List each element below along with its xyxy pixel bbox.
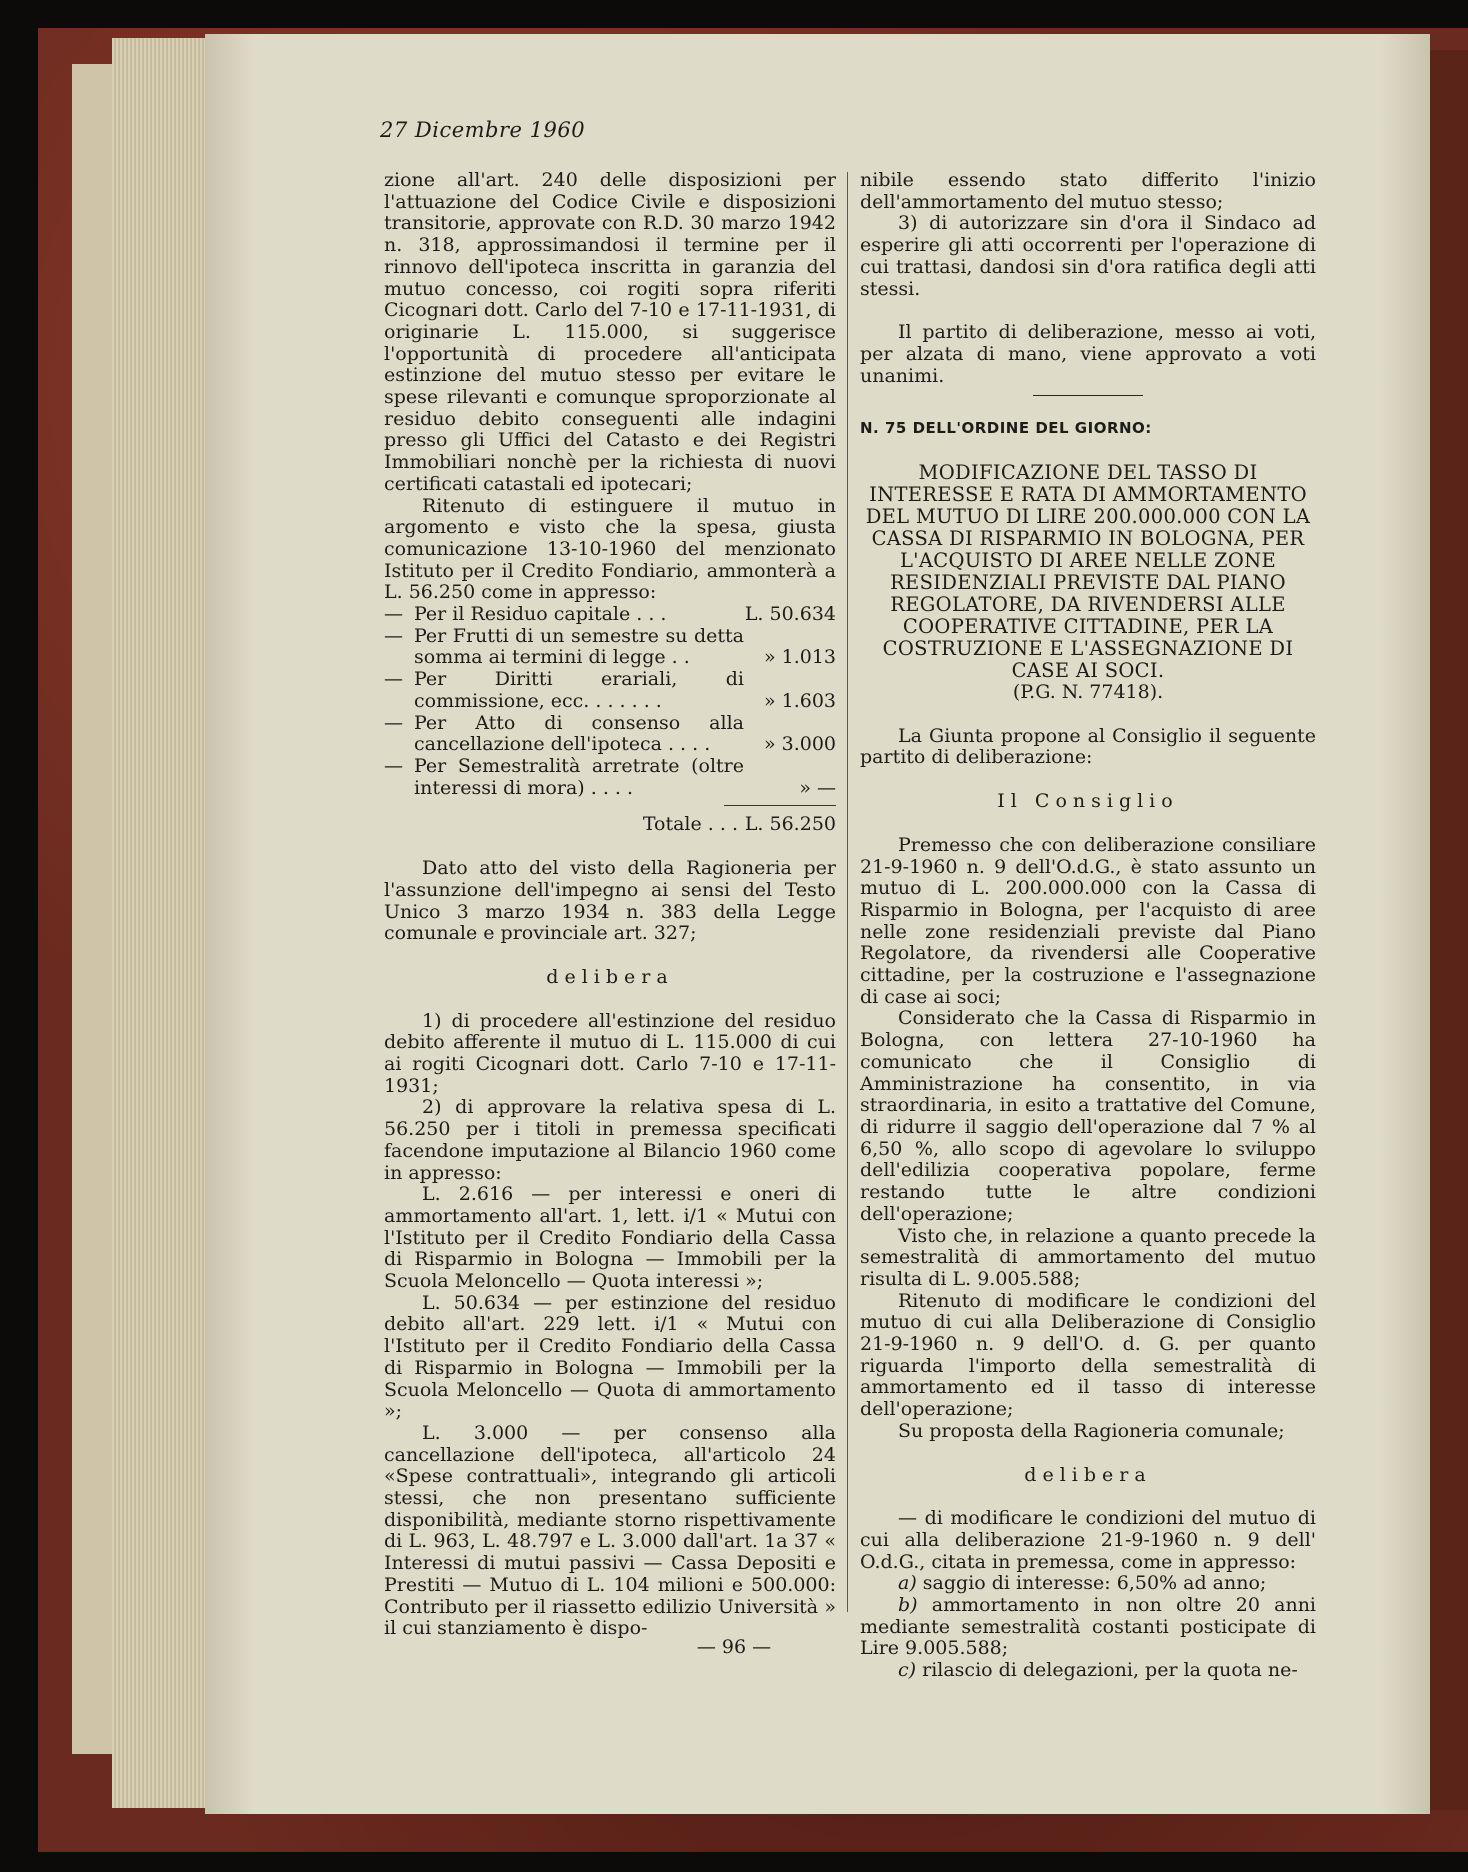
column-divider <box>847 172 848 1612</box>
total-row <box>384 814 836 836</box>
expense-item <box>384 669 836 712</box>
paragraph: La Giunta propone al Consiglio il seguente partito di deliberazione: <box>860 724 1316 769</box>
expense-label: Per Semestralità arretrate (oltre interessi di mora) . . . . <box>414 754 744 799</box>
paragraph: Dato atto del visto della Ragioneria per l'assunzione dell'impegno ai sensi del Testo Unico 3 marzo 1934 n. 383 della Legge comunale e provinciale art. 327; <box>384 857 836 945</box>
paragraph: Il partito di deliberazione, messo ai voti, per alzata di mano, viene approvato a voti unanimi. <box>860 321 1316 387</box>
paragraph: L. 3.000 — per consenso alla cancellazione dell'ipoteca, all'articolo 24 «Spese contrattuali», integrando gli articoli stessi, che non presentano sufficiente disponibilità, mediante storno rispettivamente di L. 963, L. 48.797 e L. 3.000 dall'art. 1a 37 « Interessi di mutui passivi — Cassa Depositi e Prestiti — Mutuo di L. 104 milioni e 500.000: Contributo per il riassetto edilizio Università » il cui stanziamento è dispo- <box>384 1421 836 1640</box>
dash: — <box>384 668 403 691</box>
paragraph: Premesso che con deliberazione consiliare 21-9-1960 n. 9 dell'O.d.G., è stato assunto un mutuo di L. 200.000.000 con la Cassa di Risparmio in Bologna, per l'acquisto di aree nelle zone residenziali previste dal Piano Regolatore, da rivendersi alle Cooperative cittadine, per la costruzione e l'assegnazione di case ai soci; <box>860 833 1316 1008</box>
agenda-item-heading: N. 75 DELL'ORDINE DEL GIORNO: <box>860 419 1152 438</box>
page-number: — 96 — <box>696 1636 772 1658</box>
right-column <box>860 170 1316 1682</box>
expense-item <box>384 756 836 799</box>
paragraph: — di modificare le condizioni del mutuo di cui alla deliberazione 21-9-1960 n. 9 dell' O.d.G., citata in premessa, come in appresso: <box>860 1507 1316 1573</box>
page-header-date: 27 Dicembre 1960 <box>380 118 586 142</box>
paragraph: L. 50.634 — per estinzione del residuo debito all'art. 229 lett. i/1 « Mutui con l'Istituto per il Credito Fondiario della Cassa di Risparmio in Bologna — Immobili per la Scuola Meloncello — Quota di ammortamento »; <box>384 1291 836 1423</box>
dash: — <box>384 624 403 647</box>
section-rule <box>1033 395 1143 396</box>
expense-label: Per Frutti di un semestre su detta somma ai termini di legge . . <box>414 624 744 669</box>
list-item-c <box>860 1660 1316 1682</box>
list-text: saggio di interesse: 6,50% ad anno; <box>922 1572 1267 1595</box>
section-heading-consiglio: Il Consiglio <box>997 790 1179 813</box>
expense-label: Per il Residuo capitale . . . <box>414 603 667 626</box>
expense-amount: » 1.603 <box>763 689 836 712</box>
section-heading-delibera: delibera <box>1024 1463 1152 1486</box>
paragraph: 1) di procedere all'estinzione del residuo debito afferente il mutuo di L. 115.000 di cui ai rogiti Cicognari dott. Carlo 7-10 e 17-11-1931; <box>384 1009 836 1097</box>
agenda-item-title: MODIFICAZIONE DEL TASSO DI INTERESSE E RATA DI AMMORTAMENTO DEL MUTUO DI LIRE 200.000.000 CON LA CASSA DI RISPARMIO IN BOLOGNA, PER L'ACQUISTO DI AREE NELLE ZONE RESIDENZIALI PREVISTE DAL PIANO REGOLATORE, DA RIVENDERSI ALLE COOPERATIVE CITTADINE, PER LA COSTRUZIONE E L'ASSEGNAZIONE DI CASE AI SOCI. <box>865 461 1311 683</box>
list-label: b) <box>898 1594 918 1617</box>
expense-label: Per Diritti erariali, di commissione, ecc. . . . . . . <box>414 668 744 712</box>
paragraph: zione all'art. 240 delle disposizioni per l'attuazione del Codice Civile e disposizioni transitorie, approvate con R.D. 30 marzo 1942 n. 318, approssimandosi il termine per il rinnovo dell'ipoteca inscritta in garanzia del mutuo concesso, coi rogiti sopra riferiti Cicognari dott. Carlo del 7-10 e 17-11-1931, di originarie L. 115.000, si suggerisce l'opportunità di procedere all'anticipata estinzione del mutuo stesso per evitare le spese rilevanti e comunque sproporzionate al residuo debito conseguenti alle indagini presso gli Uffici del Catasto e dei Registri Immobiliari nonchè per la richiesta di nuovi certificati catastali ed ipotecari; <box>384 169 836 495</box>
expense-amount: » 3.000 <box>763 733 836 756</box>
list-item-a <box>860 1573 1316 1595</box>
paragraph: L. 2.616 — per interessi e oneri di ammortamento all'art. 1, lett. i/1 « Mutui con l'Istituto per il Credito Fondiario della Cassa di Risparmio in Bologna — Immobili per la Scuola Meloncello — Quota interessi »; <box>384 1183 836 1293</box>
paragraph: Ritenuto di estinguere il mutuo in argomento e visto che la spesa, giusta comunicazione 13-10-1960 del menzionato Istituto per il Credito Fondiario, ammonterà a L. 56.250 come in appresso: <box>384 494 836 604</box>
list-text: ammortamento in non oltre 20 anni mediante semestralità costanti posticipate di Lire 9.005.588; <box>860 1594 1317 1660</box>
list-label: a) <box>898 1572 917 1595</box>
left-column <box>384 170 836 1640</box>
list-label: c) <box>898 1659 917 1682</box>
expense-amount: » — <box>799 776 836 799</box>
total-rule <box>724 805 836 806</box>
expense-item <box>384 604 836 626</box>
protocol-number: (P.G. N. 77418). <box>1012 681 1164 704</box>
expense-amount: L. 50.634 <box>744 603 836 626</box>
paragraph: nibile essendo stato differito l'inizio dell'ammortamento del mutuo stesso; <box>860 169 1316 213</box>
expense-item <box>384 713 836 756</box>
expense-label: Per Atto di consenso alla cancellazione dell'ipoteca . . . . <box>414 711 744 756</box>
total-amount: L. 56.250 <box>744 813 836 836</box>
dash: — <box>384 711 403 734</box>
paragraph: 2) di approvare la relativa spesa di L. 56.250 per i titoli in premessa specificati facendone imputazione al Bilancio 1960 come in appresso: <box>384 1096 836 1184</box>
paragraph: Visto che, in relazione a quanto precede la semestralità di ammortamento del mutuo risulta di L. 9.005.588; <box>860 1224 1316 1290</box>
section-heading-delibera: delibera <box>546 965 674 988</box>
expense-item <box>384 626 836 669</box>
list-text: rilascio di delegazioni, per la quota ne- <box>922 1659 1298 1682</box>
total-label: Totale . . . <box>642 813 738 836</box>
dash: — <box>384 754 403 777</box>
dash: — <box>384 603 403 626</box>
paragraph: Considerato che la Cassa di Risparmio in Bologna, con lettera 27-10-1960 ha comunicato che il Consiglio di Amministrazione ha consentito, in via straordinaria, in esito a trattative del Comune, di ridurre il saggio dell'operazione dal 7 % al 6,50 %, allo scopo di agevolare lo sviluppo dell'edilizia cooperativa popolare, ferme restando tutte le altre condizioni dell'operazione; <box>860 1007 1316 1225</box>
expense-list <box>384 604 836 799</box>
paragraph: 3) di autorizzare sin d'ora il Sindaco ad esperire gli atti occorrenti per l'operazione di cui trattasi, dandosi sin d'ora ratifica degli atti stessi. <box>860 212 1316 300</box>
paragraph: Su proposta della Ragioneria comunale; <box>898 1419 1285 1442</box>
paragraph: Ritenuto di modificare le condizioni del mutuo di cui alla Deliberazione di Consiglio 21-9-1960 n. 9 dell'O. d. G. per quanto riguarda l'importo della semestralità di ammortamento ed il tasso di interesse dell'operazione; <box>860 1289 1316 1421</box>
expense-amount: » 1.013 <box>763 646 836 669</box>
